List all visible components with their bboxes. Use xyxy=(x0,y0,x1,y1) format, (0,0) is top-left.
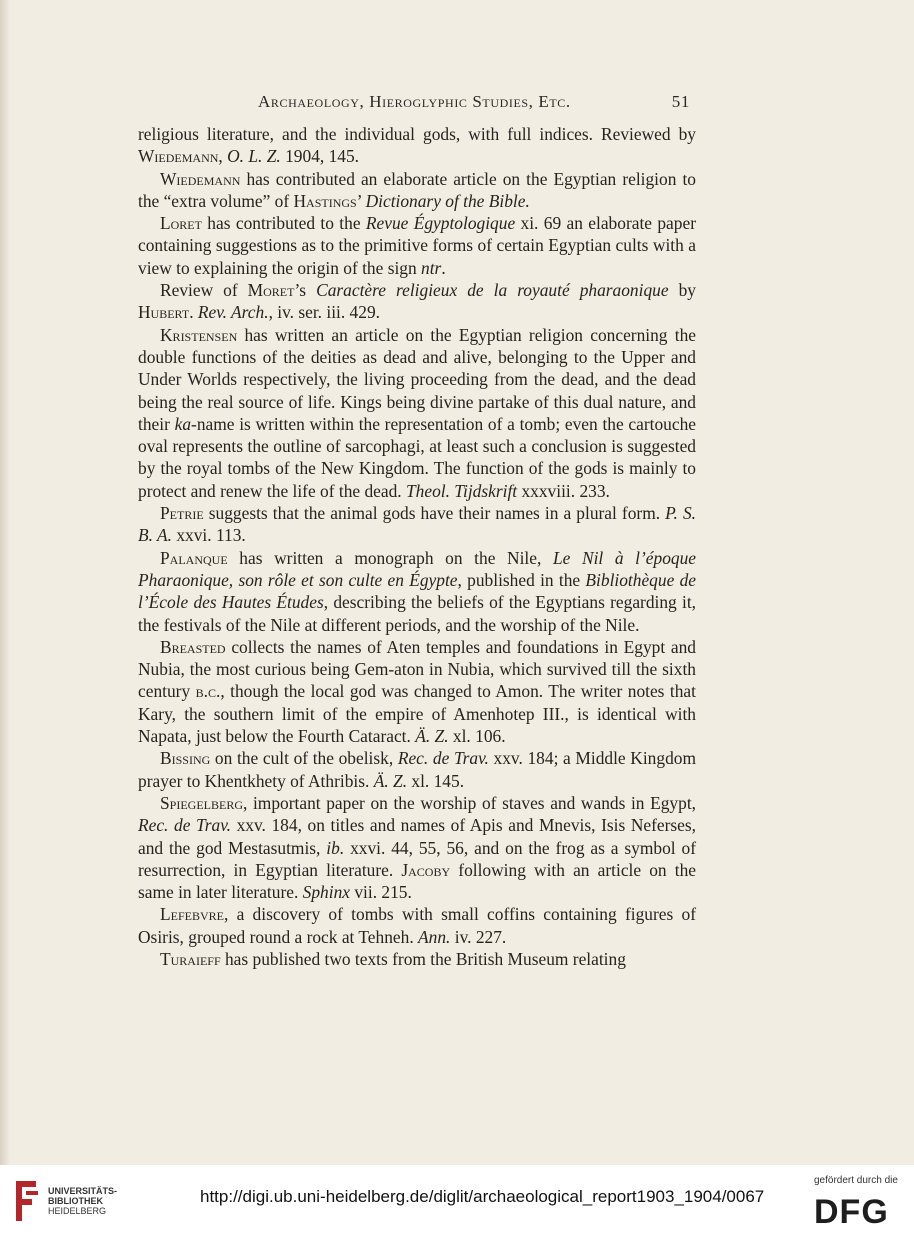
text-run: , iv. ser. iii. 429. xyxy=(268,302,380,323)
library-name-line1: UNIVERSITÄTS- xyxy=(48,1186,118,1196)
paragraph xyxy=(138,948,696,970)
italic-reference: Rec. de Trav. xyxy=(397,748,489,769)
author-name: Petrie xyxy=(160,503,204,524)
paragraph xyxy=(138,903,696,948)
text-run: , though the local god was changed to Amon. The writer notes that Kary, the southern limit of the empire of Amenhotep III., is identical with Napata, just below the Fourth Cataract. xyxy=(138,681,696,747)
text-run: , describing the beliefs of the Egyptians regarding it, the festivals of the Nile at different periods, and the worship of the Nile. xyxy=(138,592,696,635)
text-run: -name is written within the representation of a tomb; even the cartouche oval represents the outline of sarcophagi, at least such a conclusion is suggested by the royal tombs of the New Kingdom. The function of the gods is mainly to protect and renew the life of the dead. xyxy=(138,413,696,501)
paragraph xyxy=(138,792,696,903)
text-run: collects the names of Aten temples and foundations in Egypt and Nubia, the most curious being Gem-aton in Nubia, which survived till the sixth century xyxy=(138,636,696,702)
page-number: 51 xyxy=(671,92,690,111)
author-name: Loret xyxy=(160,213,202,234)
italic-reference: ib. xyxy=(326,837,345,858)
paragraph xyxy=(138,502,696,547)
text-run: xxvi. 113. xyxy=(171,525,246,546)
library-name-line2: BIBLIOTHEK xyxy=(48,1196,103,1206)
italic-reference: ka xyxy=(174,413,192,434)
text-run: Review of xyxy=(160,280,248,301)
paragraph xyxy=(138,279,696,324)
text-run: following with an article on the same in later literature. xyxy=(138,859,696,903)
author-name: Moret xyxy=(247,280,295,301)
text-run: by xyxy=(668,280,696,301)
italic-reference: Le Nil à l’époque Pharaonique, son rôle et son culte en Égypte xyxy=(138,547,697,590)
author-name: Palanque xyxy=(160,547,228,568)
paragraph xyxy=(138,547,696,636)
author-name: Jacoby xyxy=(401,859,451,880)
university-library-logo-icon xyxy=(12,1179,40,1223)
author-name: b.c. xyxy=(195,681,221,702)
text-run: vii. 215. xyxy=(350,882,412,903)
body-text xyxy=(138,123,696,970)
text-run: has written an article on the Egyptian religion concerning the double functions of the deities as dead and alive, belonging to the Upper and Under Worlds respectively, the living proceeding from the dead, and the dead being the real source of life. Kings being divine partake of this dual nature, and their xyxy=(138,324,696,434)
italic-reference: Sphinx xyxy=(302,882,350,903)
paragraph xyxy=(138,212,696,279)
text-run: has published two texts from the British Museum relating xyxy=(220,948,626,969)
text-run: iv. 227. xyxy=(450,926,507,947)
paragraph xyxy=(138,123,696,168)
text-run: has contributed to the xyxy=(201,213,366,234)
text-run: xi. 69 an elaborate paper containing suggestions as to the primitive forms of certain Egyptian cults with a view to explaining the origin of the sign xyxy=(138,213,696,278)
author-name: Bissing xyxy=(160,748,211,769)
paragraph xyxy=(138,636,696,747)
author-name: Spiegelberg xyxy=(160,792,244,813)
text-run: ’ xyxy=(356,190,366,211)
italic-reference: Caractère religieux de la royauté pharaonique xyxy=(316,280,669,301)
text-run: , published in the xyxy=(457,569,586,590)
permalink-url[interactable]: http://digi.ub.uni-heidelberg.de/diglit/archaeological_report1903_1904/0067 xyxy=(200,1187,765,1206)
italic-reference: Ä. Z. xyxy=(415,726,449,747)
text-run: xl. 145. xyxy=(407,770,465,791)
running-header xyxy=(110,92,690,118)
author-name: Kristensen xyxy=(160,324,238,345)
italic-reference: Ann. xyxy=(418,926,451,947)
paragraph xyxy=(138,168,696,213)
italic-reference: P. S. B. A. xyxy=(138,503,697,546)
library-name xyxy=(48,1186,117,1216)
text-run: xl. 106. xyxy=(448,726,506,747)
text-run: xxvi. 44, 55, 56, and on the frog as a symbol of resurrection, in Egyptian literature. xyxy=(138,837,696,880)
text-run: on the cult of the obelisk, xyxy=(210,748,398,769)
author-name: Breasted xyxy=(160,636,226,657)
text-run: xxv. 184; a Middle Kingdom prayer to Khentkhety of Athribis. xyxy=(138,748,696,791)
text-run: ’s xyxy=(294,280,317,301)
dfg-logo: DFG xyxy=(814,1193,889,1231)
text-run: xxxviii. 233. xyxy=(517,480,610,501)
author-name: Hastings xyxy=(293,190,357,211)
italic-reference: Rec. de Trav. xyxy=(138,815,231,836)
text-run: has contributed an elaborate article on the Egyptian religion to the “extra volume” of xyxy=(138,168,696,211)
italic-reference: ntr xyxy=(421,257,442,278)
italic-reference: Rev. Arch. xyxy=(197,302,269,323)
author-name: Lefebvre xyxy=(160,904,224,925)
italic-reference: O. L. Z. xyxy=(227,146,281,167)
book-spine-shadow xyxy=(0,0,10,1165)
paragraph xyxy=(138,324,696,502)
library-name-line3: HEIDELBERG xyxy=(48,1206,107,1216)
running-title: Archaeology, Hieroglyphic Studies, Etc. xyxy=(258,92,571,111)
italic-reference: Ä. Z. xyxy=(373,770,408,791)
text-run: , a discovery of tombs with small coffins containing figures of Osiris, grouped round a rock at Tehneh. xyxy=(138,904,696,947)
text-run: , important paper on the worship of staves and wands in Egypt, xyxy=(243,792,696,813)
author-name: Turaieff xyxy=(160,948,221,969)
text-run: xxv. 184, on titles and names of Apis and Mnevis, Isis Neferses, and the god Mestasutmis, xyxy=(138,815,697,858)
viewer-footer xyxy=(0,1165,914,1237)
paragraph xyxy=(138,747,696,792)
author-name: Wiedemann xyxy=(160,168,241,189)
italic-reference: Dictionary of the Bible. xyxy=(365,190,530,211)
funding-note: gefördert durch die xyxy=(814,1175,898,1186)
italic-reference: Bibliothèque de l’École des Hautes Études xyxy=(138,569,696,613)
italic-reference: Theol. Tijdskrift xyxy=(405,480,518,501)
italic-reference: Revue Égyptologique xyxy=(365,213,516,234)
author-name: Wiedemann xyxy=(138,146,219,167)
text-run: . xyxy=(441,257,446,278)
text-run: has written a monograph on the Nile, xyxy=(227,547,553,568)
author-name: Hubert xyxy=(138,302,190,323)
text-run: . xyxy=(189,302,198,323)
text-run: , xyxy=(218,146,228,167)
text-run: religious literature, and the individual gods, with full indices. Reviewed by xyxy=(138,124,696,144)
text-run: 1904, 145. xyxy=(280,146,360,167)
text-run: suggests that the animal gods have their names in a plural form. xyxy=(203,503,666,524)
